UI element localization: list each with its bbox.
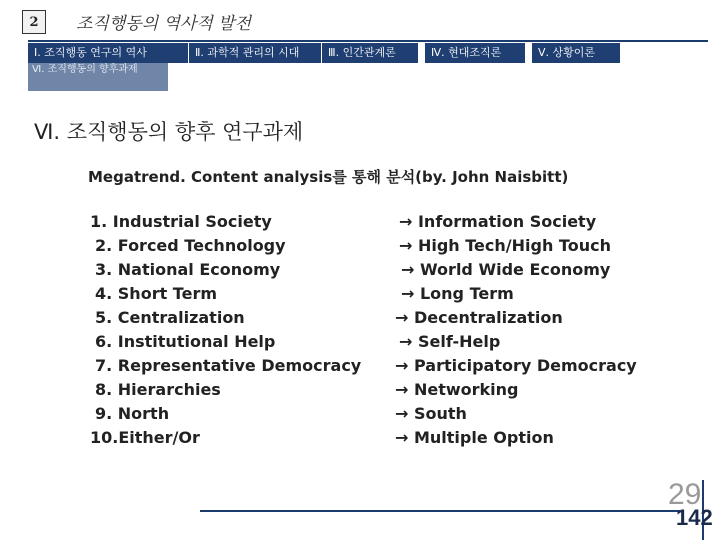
tab-human-relations[interactable]: Ⅲ. 인간관계론 <box>322 43 418 63</box>
list-item: → World Wide Economy <box>401 260 611 279</box>
list-item: → South <box>395 404 467 423</box>
slide-number: 29 <box>668 478 702 511</box>
list-item: 7. Representative Democracy <box>95 356 362 375</box>
list-item: → Decentralization <box>395 308 563 327</box>
page-number-box: 2 <box>22 10 46 34</box>
list-item: 8. Hierarchies <box>95 380 221 399</box>
list-item: 1. Industrial Society <box>90 212 272 231</box>
list-item: → Long Term <box>401 284 514 303</box>
megatrend-from-list <box>90 210 361 450</box>
header-title: 조직행동의 역사적 발전 <box>76 14 252 34</box>
header-divider <box>28 40 708 42</box>
tab-future-research[interactable]: Ⅵ. 조직행동의 향후과제 <box>28 63 168 91</box>
list-item: 2. Forced Technology <box>95 236 286 255</box>
list-item: 9. North <box>95 404 170 423</box>
list-item: → Participatory Democracy <box>395 356 637 375</box>
list-item: 4. Short Term <box>95 284 217 303</box>
tab-modern-organization[interactable]: Ⅳ. 현대조직론 <box>425 43 525 63</box>
tab-contingency-theory[interactable]: Ⅴ. 상황이론 <box>532 43 620 63</box>
list-item: → High Tech/High Touch <box>399 236 611 255</box>
section-title: Ⅵ. 조직행동의 향후 연구과제 <box>34 120 304 144</box>
list-item: → Self-Help <box>399 332 501 351</box>
tab-scientific-management[interactable]: Ⅱ. 과학적 관리의 시대 <box>189 43 321 63</box>
subtitle: Megatrend. Content analysis를 통해 분석(by. John Naisbitt) <box>88 168 569 186</box>
footer-divider <box>200 510 680 512</box>
list-item: 5. Centralization <box>95 308 245 327</box>
list-item: → Multiple Option <box>395 428 554 447</box>
list-item: 10.Either/Or <box>90 428 200 447</box>
total-slides: 142 <box>676 505 713 530</box>
list-item: → Networking <box>395 380 519 399</box>
list-item: 6. Institutional Help <box>95 332 276 351</box>
megatrend-to-list <box>395 210 637 450</box>
list-item: → Information Society <box>399 212 597 231</box>
list-item: 3. National Economy <box>95 260 281 279</box>
tab-history[interactable]: Ⅰ. 조직행동 연구의 역사 <box>28 43 188 63</box>
